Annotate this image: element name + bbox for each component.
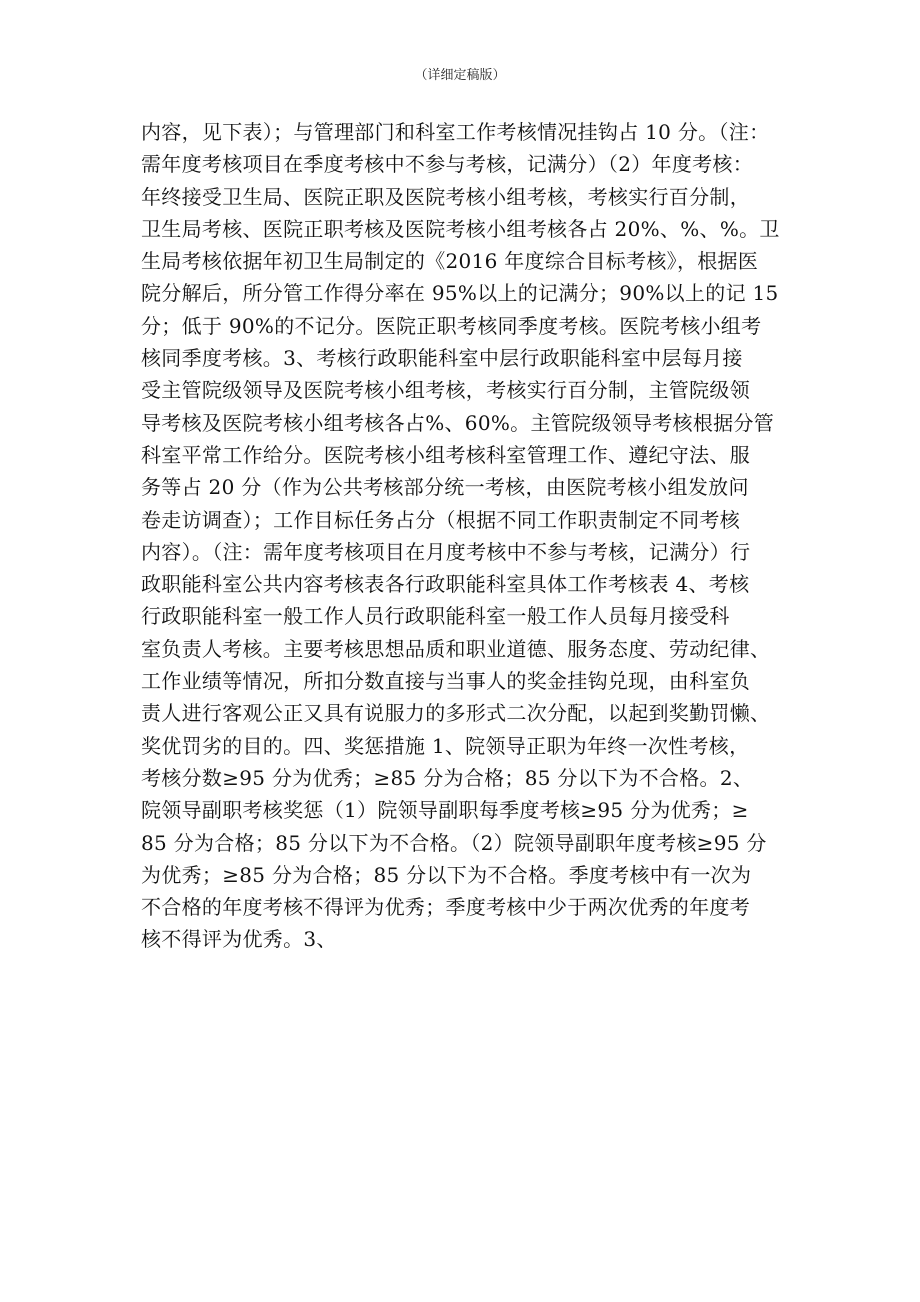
text-line: 核不得评为优秀。3、 [141,927,337,952]
text-line: 工作业绩等情况，所扣分数直接与当事人的奖金挂钩兑现，由科室负 [141,669,750,694]
text-line: 院分解后，所分管工作得分率在 95%以上的记满分；90%以上的记 15 [141,281,779,306]
text-line: 85 分为合格；85 分以下为不合格。（2）院领导副职年度考核≥95 分 [141,830,767,855]
text-line: 核同季度考核。3、考核行政职能科室中层行政职能科室中层每月接 [141,346,743,371]
text-line: 分；低于 90%的不记分。医院正职考核同季度考核。医院考核小组考 [141,313,762,338]
text-line: 考核分数≥95 分为优秀；≥85 分为合格；85 分以下为不合格。2、 [141,765,754,790]
text-line: 为优秀；≥85 分为合格；85 分以下为不合格。季度考核中有一次为 [141,862,752,887]
text-line: 内容）。（注：需年度考核项目在月度考核中不参与考核，记满分）行 [141,539,751,564]
text-line: 院领导副职考核奖惩（1）院领导副职每季度考核≥95 分为优秀；≥ [141,798,749,823]
document-body [141,116,801,956]
text-line: 务等占 20 分（作为公共考核部分统一考核，由医院考核小组发放问 [141,475,749,500]
text-line: 奖优罚劣的目的。四、奖惩措施 1、院领导正职为年终一次性考核， [141,733,750,758]
text-line: 卷走访调查）；工作目标任务占分（根据不同工作职责制定不同考核 [141,507,740,532]
text-line: 需年度考核项目在季度考核中不参与考核，记满分）（2）年度考核： [141,152,754,177]
text-line: 受主管院级领导及医院考核小组考核，考核实行百分制，主管院级领 [141,378,750,403]
text-line: 导考核及医院考核小组考核各占%、60%。主管院级领导考核根据分管 [141,410,775,435]
text-line: 卫生局考核、医院正职考核及医院考核小组考核各占 20%、%、%。卫 [141,216,780,241]
page-header: （详细定稿版） [414,68,506,83]
text-line: 科室平常工作给分。医院考核小组考核科室管理工作、遵纪守法、服 [141,442,750,467]
text-line: 行政职能科室一般工作人员行政职能科室一般工作人员每月接受科 [141,604,730,629]
text-line: 室负责人考核。主要考核思想品质和职业道德、服务态度、劳动纪律、 [141,636,771,661]
text-line: 年终接受卫生局、医院正职及医院考核小组考核，考核实行百分制， [141,184,750,209]
text-line: 责人进行客观公正又具有说服力的多形式二次分配，以起到奖勤罚懒、 [141,701,771,726]
text-line: 生局考核依据年初卫生局制定的《2016 年度综合目标考核》，根据医 [141,249,759,274]
text-line: 政职能科室公共内容考核表各行政职能科室具体工作考核表 4、考核 [141,572,750,597]
text-line: 内容，见下表）；与管理部门和科室工作考核情况挂钩占 10 分。（注： [141,120,770,144]
text-line: 不合格的年度考核不得评为优秀；季度考核中少于两次优秀的年度考 [141,895,750,920]
